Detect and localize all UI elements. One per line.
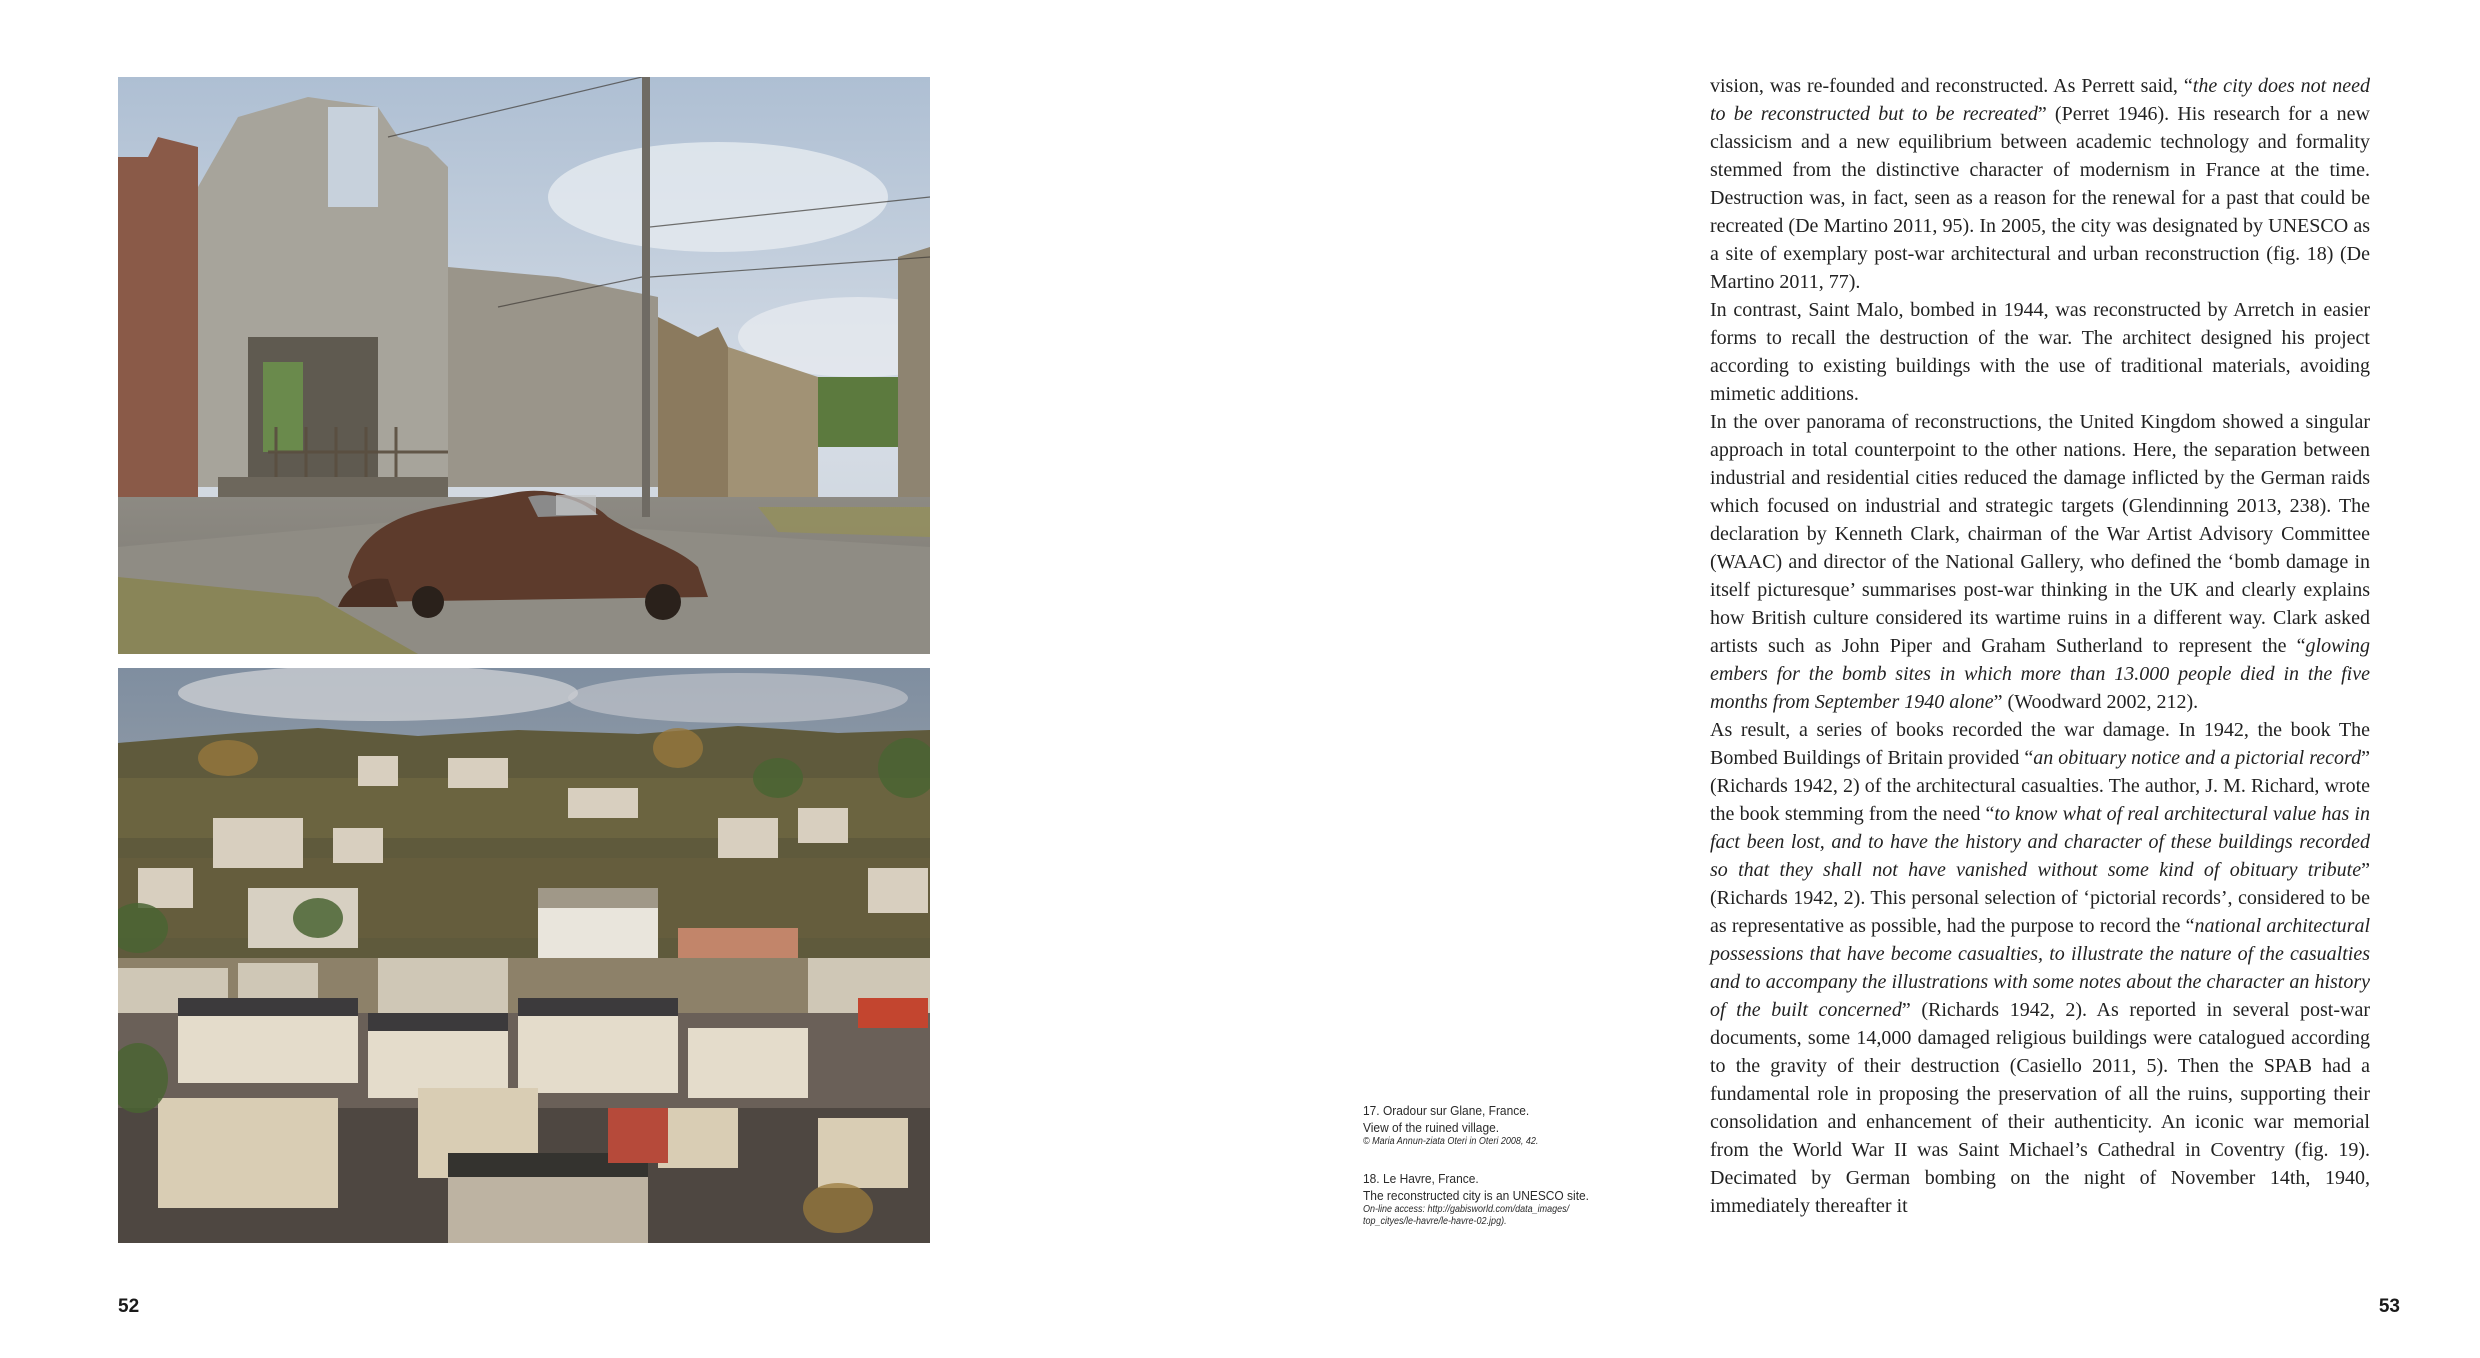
text-run: ” (Richards 1942, 2) of the architectural casualties. The author, J. M. Richard, wrote the book stemming from the need “ xyxy=(1710,747,2370,825)
quotation: to know what of real architectural value has in fact been lost, and to have the history and character of these buildings recorded so that they shall not have vanished without some kind of obituary tribute xyxy=(1710,803,2370,881)
text-run: vision, was re-founded and reconstructed. As Perrett said, “ xyxy=(1710,75,2193,97)
body-paragraph xyxy=(1710,716,2370,1220)
body-paragraph xyxy=(1710,72,2370,296)
body-paragraph xyxy=(1710,296,2370,408)
quotation: glowing embers for the bomb sites in which more than 13.000 people died in the five months from September 1940 alone xyxy=(1710,635,2370,713)
oradour-photo xyxy=(118,77,930,654)
caption-credit: top_cityes/le-havre/le-havre-02.jpg). xyxy=(1363,1216,1507,1227)
quotation: an obituary notice and a pictorial record xyxy=(2033,747,2362,769)
text-run: In contrast, Saint Malo, bombed in 1944, was reconstructed by Arretch in easier forms to recall the destruction of the war. The architect designed his project according to existing buildings with the use of traditional materials, avoiding mimetic additions. xyxy=(1710,299,2370,405)
text-run: As result, a series of books recorded the war damage. In 1942, the book The Bombed Buildings of Britain provided “ xyxy=(1710,719,2370,769)
caption-line: 17. Oradour sur Glane, France. xyxy=(1363,1103,1530,1118)
caption-line: View of the ruined village. xyxy=(1363,1120,1500,1135)
page-number-right: 53 xyxy=(2378,1296,2400,1317)
quotation: the city does not need to be reconstructed but to be recreated xyxy=(1710,75,2370,125)
text-run: ” (Richards 1942, 2). As reported in several post-war documents, some 14,000 damaged religious buildings were catalogued according to the gravity of their destruction (Casiello 2011, 5). Then the SPAB had a fundamental role in proposing the preservation of all the ruins, supporting their consolidation and enhancement of their authenticity. An iconic war memorial from the World War II was Saint Michael’s Cathedral in Coventry (fig. 19). Decimated by German bombing on the night of November 14th, 1940, immediately thereafter it xyxy=(1710,999,2371,1217)
page-number-left: 52 xyxy=(118,1296,140,1317)
caption-line: The reconstructed city is an UNESCO site. xyxy=(1363,1188,1590,1203)
right-page xyxy=(1240,0,2480,1358)
body-paragraph xyxy=(1710,408,2370,716)
text-run: ” (Richards 1942, 2). This personal selection of ‘pictorial records’, considered to be as representative as possible, had the purpose to record the “ xyxy=(1710,859,2370,937)
city-view-image xyxy=(118,668,930,1243)
ruined-village-image xyxy=(118,77,930,654)
figure-caption xyxy=(1363,1102,1653,1148)
figure-caption xyxy=(1363,1170,1653,1228)
text-run: ” (Perret 1946). His research for a new classicism and a new equilibrium between academic technology and formality stemmed from the distinctive character of modernism in France at the time. Destruction was, in fact, seen as a reason for the renewal for a past that could be recreated (De Martino 2011, 95). In 2005, the city was designated by UNESCO as a site of exemplary post-war architectural and urban reconstruction (fig. 18) (De Martino 2011, 77). xyxy=(1710,103,2370,293)
text-run: ” (Woodward 2002, 212). xyxy=(1993,691,2199,713)
figure-captions xyxy=(1363,1102,1653,1250)
caption-credit: On-line access: http://gabisworld.com/data_images/ xyxy=(1363,1204,1570,1215)
body-text xyxy=(1710,72,2370,1220)
caption-credit: © Maria Annun-ziata Oteri in Oteri 2008, 42. xyxy=(1363,1136,1539,1147)
text-run: In the over panorama of reconstructions, the United Kingdom showed a singular approach in total counterpoint to the other nations. Here, the separation between industrial and residential cities reduced the damage inflicted by the German raids which focused on industrial and strategic targets (Glendinning 2013, 238). The declaration by Kenneth Clark, chairman of the War Artist Advisory Committee (WAAC) and director of the National Gallery, who defined the ‘bomb damage in itself picturesque’ summarises post-war thinking in the UK and clearly explains how British culture considered its wartime ruins in a different way. Clark asked artists such as John Piper and Graham Sutherland to represent the “ xyxy=(1710,411,2370,657)
caption-line: 18. Le Havre, France. xyxy=(1363,1171,1479,1186)
quotation: national architectural possessions that have become casualties, to illustrate the nature of the casualties and to accompany the illustrations with some notes about the character an history of the built concerned xyxy=(1710,915,2371,1021)
le-havre-photo xyxy=(118,668,930,1243)
